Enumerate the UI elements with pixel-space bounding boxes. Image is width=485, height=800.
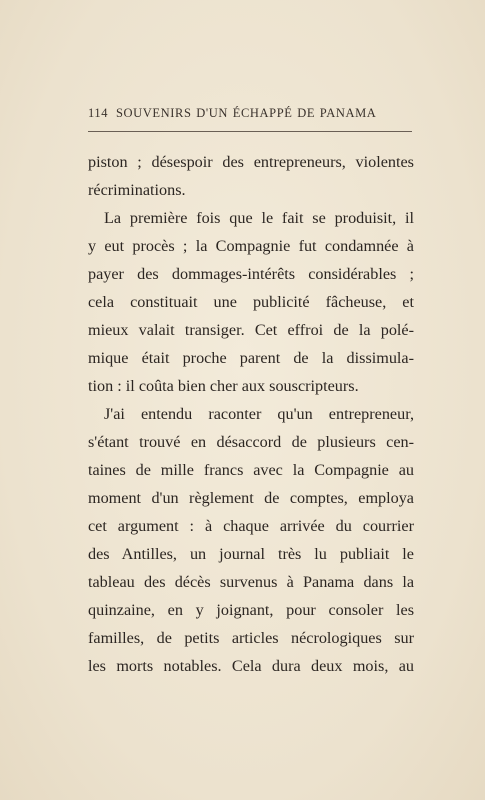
text-line: les morts notables. Cela dura deux mois, au: [88, 657, 414, 675]
text-line: y eut procès ; la Compagnie fut condamnée à: [88, 237, 414, 255]
text-line: quinzaine, en y joignant, pour consoler les: [88, 601, 414, 619]
body-text: [88, 148, 414, 680]
page-number: 114: [88, 106, 109, 120]
text-line: cet argument : à chaque arrivée du courrier: [88, 517, 414, 535]
text-line: moment d'un règlement de comptes, employa: [88, 489, 414, 507]
page-header: [88, 106, 412, 128]
text-line: J'ai entendu raconter qu'un entrepreneur,: [104, 405, 414, 423]
text-line: des Antilles, un journal très lu publiait le: [88, 545, 414, 563]
text-line: cela constituait une publicité fâcheuse, et: [88, 293, 414, 311]
text-line: familles, de petits articles nécrologiques sur: [88, 629, 414, 647]
text-line: taines de mille francs avec la Compagnie au: [88, 461, 414, 479]
text-line: piston ; désespoir des entrepreneurs, violentes: [88, 153, 414, 171]
text-line: s'étant trouvé en désaccord de plusieurs cen-: [88, 433, 414, 451]
text-line: tion : il coûta bien cher aux souscripteurs.: [88, 377, 359, 395]
text-line: tableau des décès survenus à Panama dans la: [88, 573, 414, 591]
text-line: mique était proche parent de la dissimula-: [88, 349, 414, 367]
text-line: mieux valait transiger. Cet effroi de la polé-: [88, 321, 414, 339]
running-title: SOUVENIRS D'UN ÉCHAPPÉ DE PANAMA: [116, 106, 377, 120]
text-line: payer des dommages-intérêts considérables ;: [88, 265, 414, 283]
header-rule: [88, 131, 412, 132]
text-line: La première fois que le fait se produisit, il: [104, 209, 414, 227]
text-line: récriminations.: [88, 181, 186, 199]
